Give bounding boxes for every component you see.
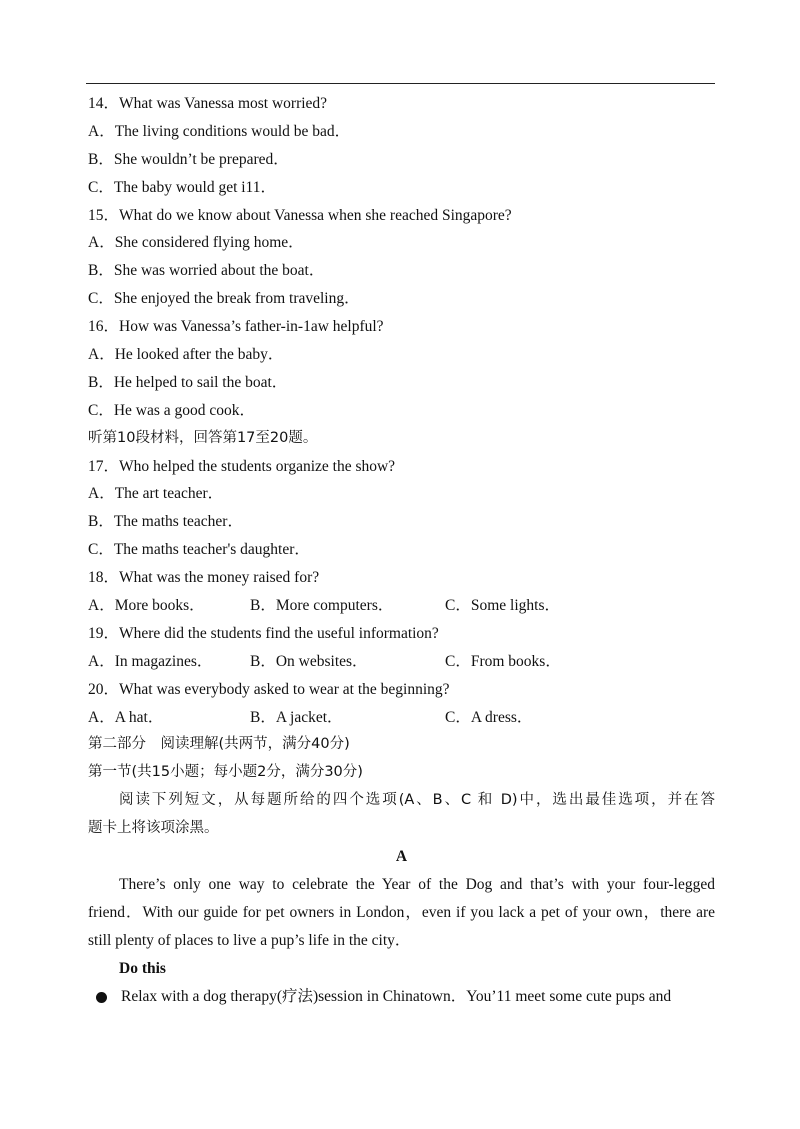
- part-two-heading: 第二部分 阅读理解(共两节，满分40分): [88, 736, 350, 753]
- option-16-c: C．He was a good cook．: [88, 401, 256, 419]
- option-15-b: B．She was worried about the boat．: [88, 262, 325, 280]
- option-16-a: A．He looked after the baby．: [88, 346, 284, 364]
- option-18-b: B．More computers．: [250, 597, 394, 615]
- option-19-c: C．From books．: [445, 652, 561, 670]
- option-17-c: C．The maths teacher's daughter．: [88, 541, 310, 559]
- passage-line-2: friend．With our guide for pet owners in London，even if you lack a pet of your own，there are: [88, 903, 715, 921]
- option-18-a: A．More books．: [88, 597, 205, 615]
- option-17-b: B．The maths teacher．: [88, 513, 243, 531]
- options-20: [88, 704, 715, 732]
- listening-instruction-10: 听第10段材料，回答第17至20题。: [88, 429, 318, 446]
- option-16-b: B．He helped to sail the boat．: [88, 373, 288, 391]
- passage-line-1: There’s only one way to celebrate the Year of the Dog and that’s with your four-legged: [119, 875, 715, 893]
- question-17: 17．Who helped the students organize the show?: [88, 457, 396, 475]
- option-14-c: C．The baby would get i11．: [88, 178, 276, 196]
- question-20: 20．What was everybody asked to wear at the beginning?: [88, 680, 450, 698]
- option-15-a: A．She considered flying home．: [88, 234, 304, 252]
- option-15-c: C．She enjoyed the break from traveling．: [88, 290, 360, 308]
- option-20-a: A．A hat．: [88, 708, 164, 726]
- question-18: 18．What was the money raised for?: [88, 569, 320, 587]
- do-this-heading: Do this: [119, 959, 166, 977]
- option-14-a: A．The living conditions would be bad．: [88, 122, 351, 140]
- passage-label: A: [395, 848, 408, 866]
- options-18: [88, 592, 715, 620]
- option-19-a: A．In magazines．: [88, 652, 213, 670]
- reading-instruction-line2: 题卡上将该项涂黑。: [88, 820, 219, 837]
- page-content: [88, 90, 715, 1010]
- bullet-item: [88, 983, 715, 1011]
- options-19: [88, 648, 715, 676]
- option-20-c: C．A dress．: [445, 708, 533, 726]
- reading-instruction-line1: 阅读下列短文，从每题所给的四个选项(A、B、C 和 D)中，选出最佳选项，并在答: [119, 792, 715, 809]
- option-17-a: A．The art teacher．: [88, 485, 224, 503]
- passage-line-3: still plenty of places to live a pup’s life in the city．: [88, 931, 411, 949]
- question-16: 16．How was Vanessa’s father-in-1aw helpful?: [88, 318, 384, 336]
- option-20-b: B．A jacket．: [250, 708, 343, 726]
- question-19: 19．Where did the students find the useful information?: [88, 624, 439, 642]
- bullet-text: Relax with a dog therapy(疗法)session in Chinatown．You’11 meet some cute pups and: [121, 987, 672, 1005]
- question-14: 14．What was Vanessa most worried?: [88, 95, 328, 112]
- option-14-b: B．She wouldn’t be prepared．: [88, 150, 289, 168]
- header-rule: [86, 83, 715, 84]
- question-15: 15．What do we know about Vanessa when she reached Singapore?: [88, 206, 512, 224]
- bullet-dot-icon: [96, 992, 107, 1003]
- option-19-b: B．On websites．: [250, 652, 368, 670]
- option-18-c: C．Some lights．: [445, 597, 560, 615]
- section-one-heading: 第一节(共15小题；每小题2分，满分30分): [88, 764, 363, 781]
